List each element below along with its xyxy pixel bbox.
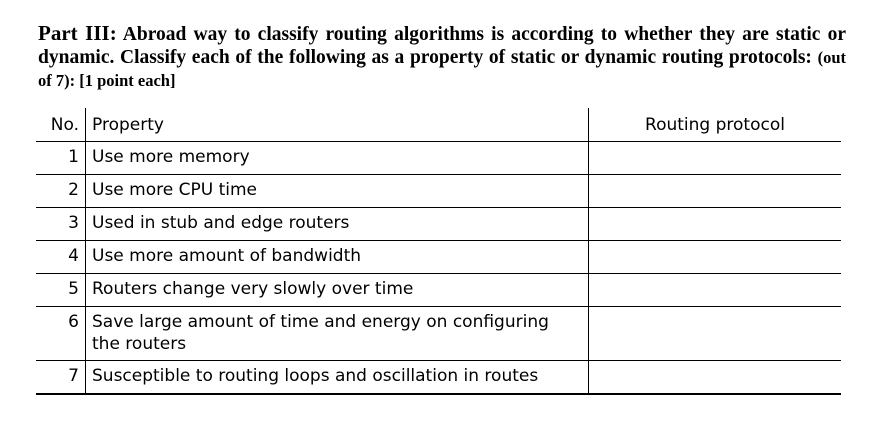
question-heading	[38, 22, 846, 92]
table-row	[36, 361, 841, 395]
row-property: Use more memory	[86, 142, 589, 175]
row-protocol-answer[interactable]	[589, 361, 842, 395]
row-protocol-answer[interactable]	[589, 307, 842, 361]
row-protocol-answer[interactable]	[589, 142, 842, 175]
row-property: Save large amount of time and energy on configuring the routers	[86, 307, 589, 361]
table-header-row	[36, 108, 841, 142]
row-property: Use more amount of bandwidth	[86, 241, 589, 274]
row-property: Use more CPU time	[86, 175, 589, 208]
header-routing-protocol: Routing protocol	[645, 115, 785, 135]
row-protocol-answer[interactable]	[589, 274, 842, 307]
row-number: 5	[36, 274, 86, 307]
row-protocol-answer[interactable]	[589, 208, 842, 241]
row-protocol-answer[interactable]	[589, 241, 842, 274]
header-no: No.	[36, 108, 86, 142]
table-row	[36, 274, 841, 307]
table-row	[36, 175, 841, 208]
row-property: Susceptible to routing loops and oscillation in routes	[86, 361, 589, 395]
table-row	[36, 142, 841, 175]
row-number: 6	[36, 307, 86, 361]
question-text: Abroad way to classify routing algorithms is according to whether they are static or dynamic. Classify each of the following as a property of static or dynamic routing protocols:	[38, 24, 847, 68]
points-note: (out of 7): [1 point each]	[38, 48, 846, 90]
part-label: Part III:	[38, 21, 117, 45]
row-number: 2	[36, 175, 86, 208]
table-row	[36, 241, 841, 274]
header-property: Property	[86, 108, 589, 142]
row-number: 3	[36, 208, 86, 241]
classification-table	[36, 108, 841, 395]
row-number: 4	[36, 241, 86, 274]
row-property: Routers change very slowly over time	[86, 274, 589, 307]
table-row	[36, 307, 841, 361]
row-number: 7	[36, 361, 86, 395]
row-number: 1	[36, 142, 86, 175]
row-protocol-answer[interactable]	[589, 175, 842, 208]
table-row	[36, 208, 841, 241]
row-property: Used in stub and edge routers	[86, 208, 589, 241]
